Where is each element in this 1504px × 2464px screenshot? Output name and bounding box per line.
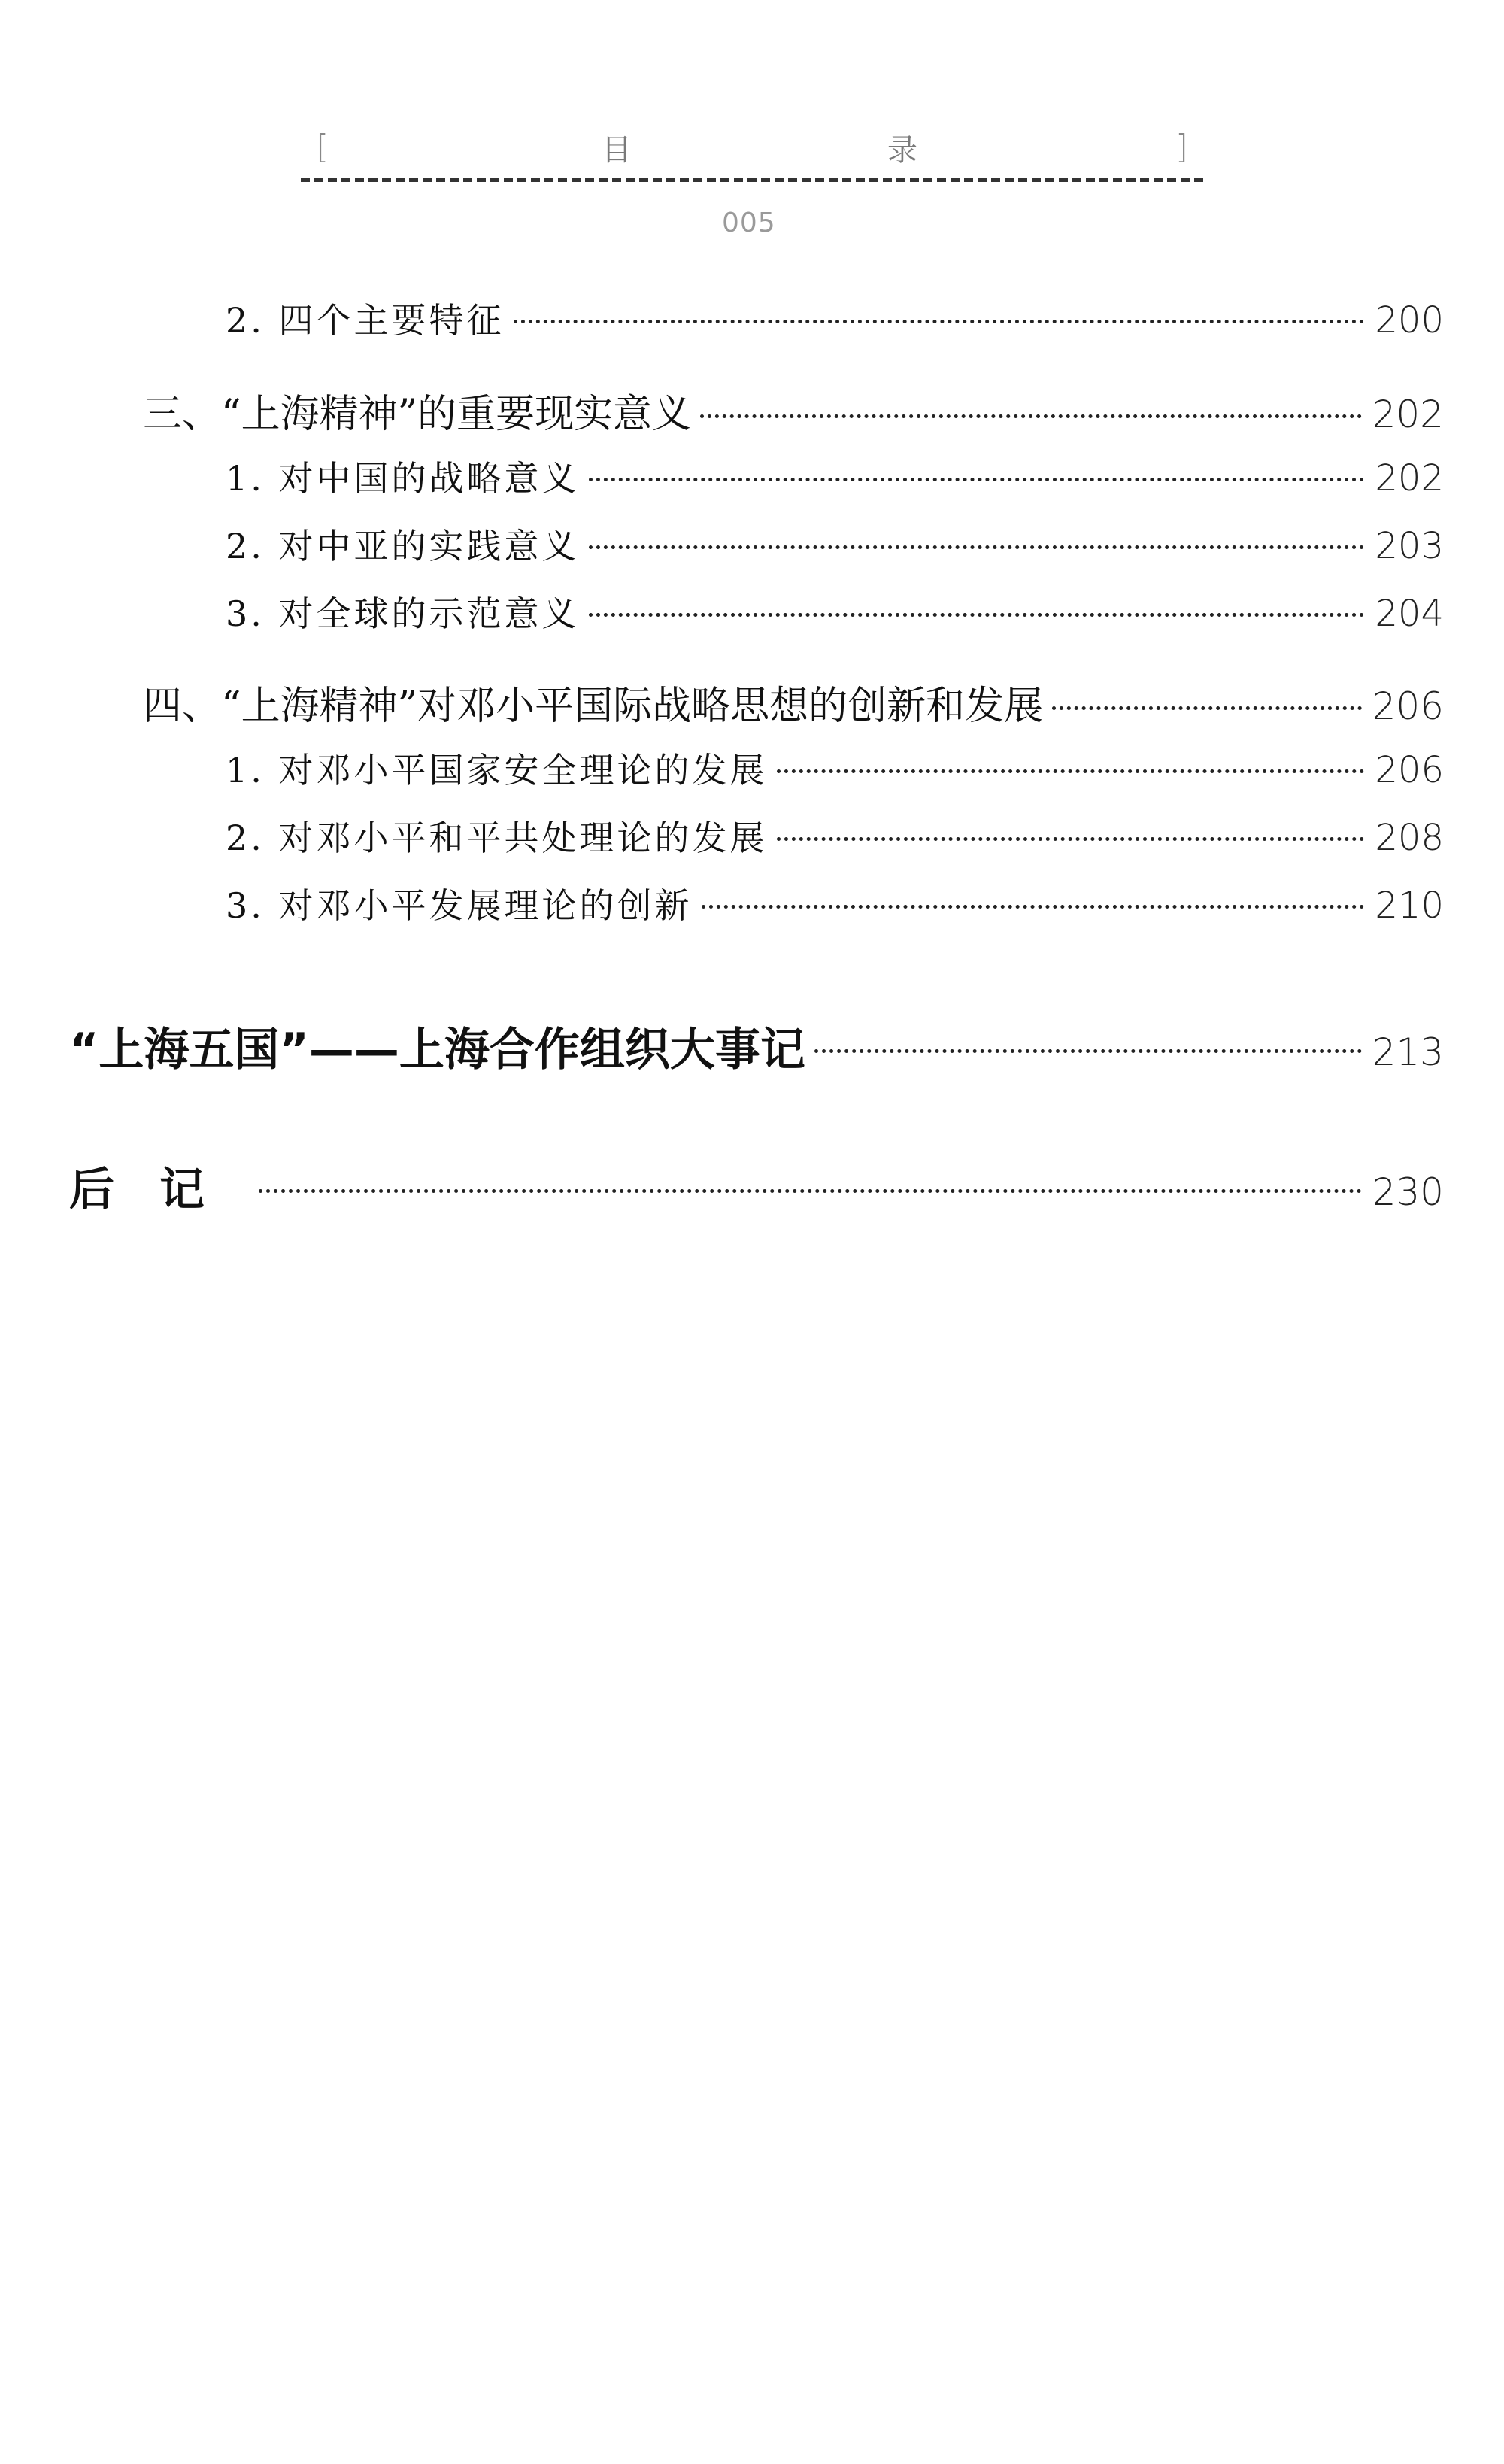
toc-entry-page: 206 xyxy=(1372,684,1444,728)
toc-entry-page: 230 xyxy=(1372,1170,1444,1214)
toc-entry-page: 213 xyxy=(1372,1030,1444,1074)
toc-entry-page: 203 xyxy=(1375,525,1444,567)
toc-entry[interactable] xyxy=(226,293,1444,343)
toc-dot-leader xyxy=(702,905,1365,909)
toc-dot-leader xyxy=(777,837,1365,841)
toc-entry-title: 后记 xyxy=(69,1164,250,1216)
header-bracket-left: [ xyxy=(316,128,329,166)
toc-entry-page: 208 xyxy=(1375,817,1444,859)
toc-dot-leader xyxy=(589,545,1365,549)
toc-entry-page: 206 xyxy=(1375,749,1444,791)
toc-dot-leader xyxy=(814,1049,1362,1053)
toc-entry-page: 210 xyxy=(1375,885,1444,927)
toc-entry[interactable] xyxy=(226,519,1444,569)
toc-entry[interactable] xyxy=(226,811,1444,860)
toc-entry-title: 3. 对邓小平发展理论的创新 xyxy=(226,885,693,926)
toc-dot-leader xyxy=(514,320,1365,323)
toc-entry[interactable] xyxy=(226,878,1444,928)
toc-entry[interactable] xyxy=(226,451,1444,501)
header-title-char: 目 xyxy=(602,133,632,168)
page-number: 005 xyxy=(722,208,776,238)
toc-entry[interactable] xyxy=(69,1014,1444,1079)
toc-entry-title: 1. 对中国的战略意义 xyxy=(226,458,580,499)
toc-entry-page: 202 xyxy=(1375,457,1444,499)
toc-dot-leader xyxy=(259,1189,1362,1193)
toc-entry-page: 202 xyxy=(1372,393,1444,436)
toc-entry-title: 三、“上海精神”的重要现实意义 xyxy=(143,392,692,437)
toc-entry-title: 四、“上海精神”对邓小平国际战略思想的创新和发展 xyxy=(143,684,1044,729)
toc-entry[interactable] xyxy=(143,382,1444,438)
toc-entry[interactable] xyxy=(143,674,1444,730)
toc-dot-leader xyxy=(1052,706,1361,710)
toc-entry-page: 200 xyxy=(1375,299,1444,341)
toc-entry-title: “上海五国”——上海合作组织大事记 xyxy=(69,1024,805,1076)
toc-entry[interactable] xyxy=(226,587,1444,636)
toc-entry-title: 3. 对全球的示范意义 xyxy=(226,593,580,634)
toc-entry-title: 2. 对中亚的实践意义 xyxy=(226,526,580,566)
toc-dot-leader xyxy=(777,769,1365,773)
header-title-char: 录 xyxy=(887,133,917,168)
toc-entry-title: 1. 对邓小平国家安全理论的发展 xyxy=(226,750,768,790)
toc-dot-leader xyxy=(589,478,1365,481)
toc-entry-page: 204 xyxy=(1375,593,1444,635)
header-dashed-rule xyxy=(301,178,1203,182)
toc-entry[interactable] xyxy=(69,1154,1444,1218)
running-header xyxy=(301,120,1203,211)
toc-entry-title: 2. 四个主要特征 xyxy=(226,300,505,341)
toc-dot-leader xyxy=(700,414,1361,418)
toc-entry-title: 2. 对邓小平和平共处理论的发展 xyxy=(226,818,768,858)
toc-entry[interactable] xyxy=(226,743,1444,793)
toc-dot-leader xyxy=(589,613,1365,617)
header-bracket-right: ] xyxy=(1175,128,1188,166)
